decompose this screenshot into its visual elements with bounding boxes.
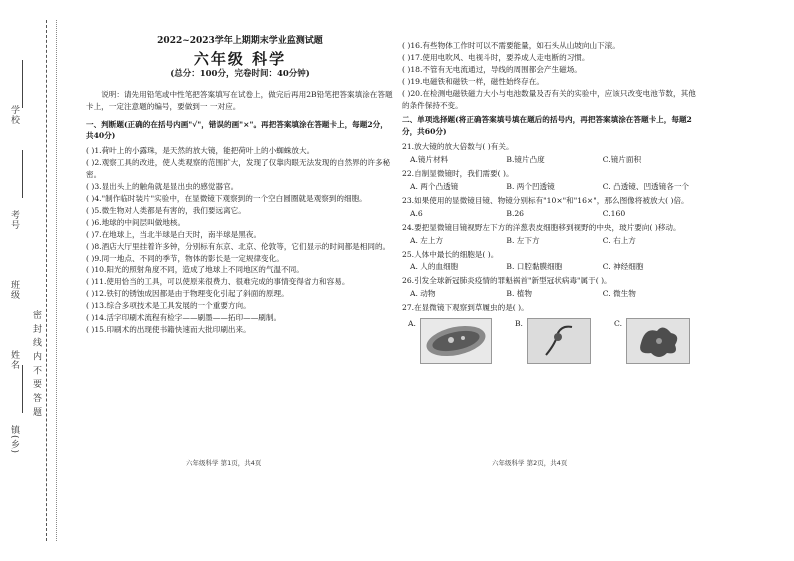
tf-question: ( )12.铁钉的锈蚀成因都是由于物理变化引起了斜面的原理。 <box>86 289 289 299</box>
mc-option[interactable]: B. 左下方 <box>506 235 540 245</box>
seal-line-text: 密 封 线 内 不 要 答 题 <box>31 310 41 418</box>
mc-option[interactable]: C. 微生物 <box>602 289 636 299</box>
page-two <box>402 40 702 364</box>
name-label: 姓名 <box>9 350 19 370</box>
mc-option[interactable]: B. 两个凹透镜 <box>506 181 555 191</box>
mc-option[interactable]: C.160 <box>602 208 626 218</box>
tf-question: ( )3.显出头上的触角就是显出虫的感觉器官。 <box>86 182 239 192</box>
mc-question: 26.引发全球新冠肺炎疫情的罪魁祸首"新型冠状病毒"属于( )。 <box>402 276 612 286</box>
q27-label-c: C. <box>614 319 622 329</box>
school-field <box>22 60 23 108</box>
name-field <box>22 365 23 413</box>
mc-question: 25.人体中最长的细胞是( )。 <box>402 249 499 259</box>
q27-label-b: B. <box>514 319 523 329</box>
mc-question: 24.要把显微镜目镜视野左下方的洋葱表皮细胞移到视野的中央，玻片要向( )移动。 <box>402 222 681 232</box>
tf-question: ( )4."制作临时装片"实验中，在显微镜下观察到的一个空白圆圈就是观察到的细胞。 <box>86 193 367 203</box>
mc-option[interactable]: C.镜片面积 <box>602 155 642 165</box>
section2-heading: 二、单项选择题(将正确答案填号填在题后的括号内，再把答案填涂在答题卡上，每题2分，共60分) <box>402 115 692 137</box>
tf-question: ( )6.地球的中间层叫做地核。 <box>86 217 186 227</box>
mc-question: 27.在显微镜下观察到草履虫的是( )。 <box>402 303 529 313</box>
footer-left: 六年级科学 第1页，共4页 <box>186 459 262 467</box>
mc-options <box>410 154 702 166</box>
mc-option[interactable]: C. 凸透镜、凹透镜各一个 <box>602 181 690 191</box>
true-false-list <box>86 145 394 336</box>
paramecium-image <box>420 318 492 364</box>
mc-options <box>410 208 702 220</box>
tf-question: ( )16.有些物体工作时可以不需要能量，如石头从山坡向山下滚。 <box>402 41 620 50</box>
tf-question: ( )19.电磁铁和磁铁一样，磁性始终存在。 <box>402 76 544 86</box>
mc-option[interactable]: A. 左上方 <box>410 235 444 245</box>
tf-question: ( )1.荷叶上的小露珠，是天然的放大镜，能把荷叶上的小蜘蛛放大。 <box>86 146 315 156</box>
tf-question: ( )14.活字印刷术流程有检字——刷墨——拓印——刷制。 <box>86 313 282 323</box>
euglena-image <box>527 318 591 364</box>
exam-title: 2022~2023学年上期期末学业监测试题 <box>157 36 323 46</box>
tf-question: ( )8.酒店大厅里挂着许多钟，分别标有东京、北京、伦敦等，它们显示的时间都是相同的。 <box>86 241 391 251</box>
tf-question: ( )5.微生物对人类都是有害的，我们要远离它。 <box>86 205 246 215</box>
grade-subject-title: 六年级 科学 <box>193 49 287 68</box>
mc-option[interactable]: B. 植物 <box>506 289 532 299</box>
true-false-list-continued <box>402 40 702 111</box>
mc-option[interactable]: A. 人的血细胞 <box>410 262 459 272</box>
mc-option[interactable]: A. 动物 <box>410 289 436 299</box>
instructions: 说明：请先用铅笔或中性笔把答案填写在试卷上，做完后再用2B铅笔把答案填涂在答题卡上，一定注意题的编号，要做到一 一对应。 <box>86 89 393 111</box>
mc-option[interactable]: A. 两个凸透镜 <box>410 181 459 191</box>
seal-line-dotted <box>56 20 57 541</box>
tf-question: ( )13.综合多项技术是工具发展的一个重要方向。 <box>86 301 251 311</box>
school-label: 学校 <box>9 105 19 125</box>
id-field <box>22 150 23 198</box>
multiple-choice-list <box>402 141 702 314</box>
town-label: 镇(乡) <box>9 425 19 455</box>
page-one <box>86 36 394 336</box>
q27-option-a[interactable] <box>408 318 492 364</box>
seal-line-dashed <box>46 20 47 541</box>
q27-images <box>408 318 690 364</box>
mc-option[interactable]: A.6 <box>410 208 423 218</box>
footer-right: 六年级科学 第2页，共4页 <box>492 459 568 467</box>
tf-question: ( )15.印刷术的出现使书籍快速而大批印刷出来。 <box>86 324 251 334</box>
mc-options <box>410 288 702 300</box>
tf-question: ( )18.不管有无电流通过，导线的周围都会产生磁场。 <box>402 64 582 74</box>
tf-question: ( )20.在检测电磁铁磁力大小与电池数量及否有关的实验中，应该只改变电池节数，其他的条件保持不变。 <box>402 88 696 110</box>
mc-option[interactable]: B.镜片凸度 <box>506 155 545 165</box>
section1-heading: 一、判断题(正确的在括号内画"√"，错误的画"×"。再把答案填涂在答题卡上，每题2分，共40分) <box>86 119 388 141</box>
q27-option-b[interactable] <box>515 318 591 364</box>
tf-question: ( )2.观察工具的改进，使人类观察的范围扩大，发现了仅靠肉眼无法发现的自然界的许多秘密。 <box>86 158 391 180</box>
tf-question: ( )9.同一地点、不同的季节，物体的影长是一定规律变化。 <box>86 253 284 263</box>
exam-meta: (总分：100分，完卷时间：40分钟) <box>170 68 310 79</box>
mc-option[interactable]: A.镜片材料 <box>410 155 449 165</box>
mc-option[interactable]: B. 口腔黏膜细胞 <box>506 262 563 272</box>
mc-option[interactable]: C. 右上方 <box>602 235 636 245</box>
mc-question: 23.如果使用的显微镜目镜、物镜分别标有"10×"和"16×"，那么图像将被放大( )倍。 <box>402 195 689 205</box>
mc-options <box>410 235 702 247</box>
amoeba-image <box>626 318 690 364</box>
tf-question: ( )11.使用恰当的工具，可以使原来很费力、很难完成的事情变得省力和容易。 <box>86 277 350 287</box>
q27-label-a: A. <box>408 319 416 329</box>
mc-options <box>410 181 702 193</box>
tf-question: ( )17.使用电吹风、电视斗时，要养成人走电断的习惯。 <box>402 52 590 62</box>
tf-question: ( )7.在地球上，当北半球是白天时，南半球是黑夜。 <box>86 229 262 239</box>
mc-option[interactable]: B.26 <box>506 208 525 218</box>
mc-option[interactable]: C. 神经细胞 <box>602 262 644 272</box>
binding-margin <box>0 0 62 561</box>
mc-question: 21.放大镜的放大倍数与( )有关。 <box>402 142 514 152</box>
class-label: 班级 <box>9 280 19 300</box>
q27-option-c[interactable] <box>614 318 690 364</box>
mc-options <box>410 261 702 273</box>
tf-question: ( )10.阳光的照射角度不同，造成了地球上不同地区的气温不同。 <box>86 265 304 275</box>
id-label: 考号 <box>9 210 19 230</box>
mc-question: 22.自制显微镜时，我们需要( )。 <box>402 169 514 179</box>
